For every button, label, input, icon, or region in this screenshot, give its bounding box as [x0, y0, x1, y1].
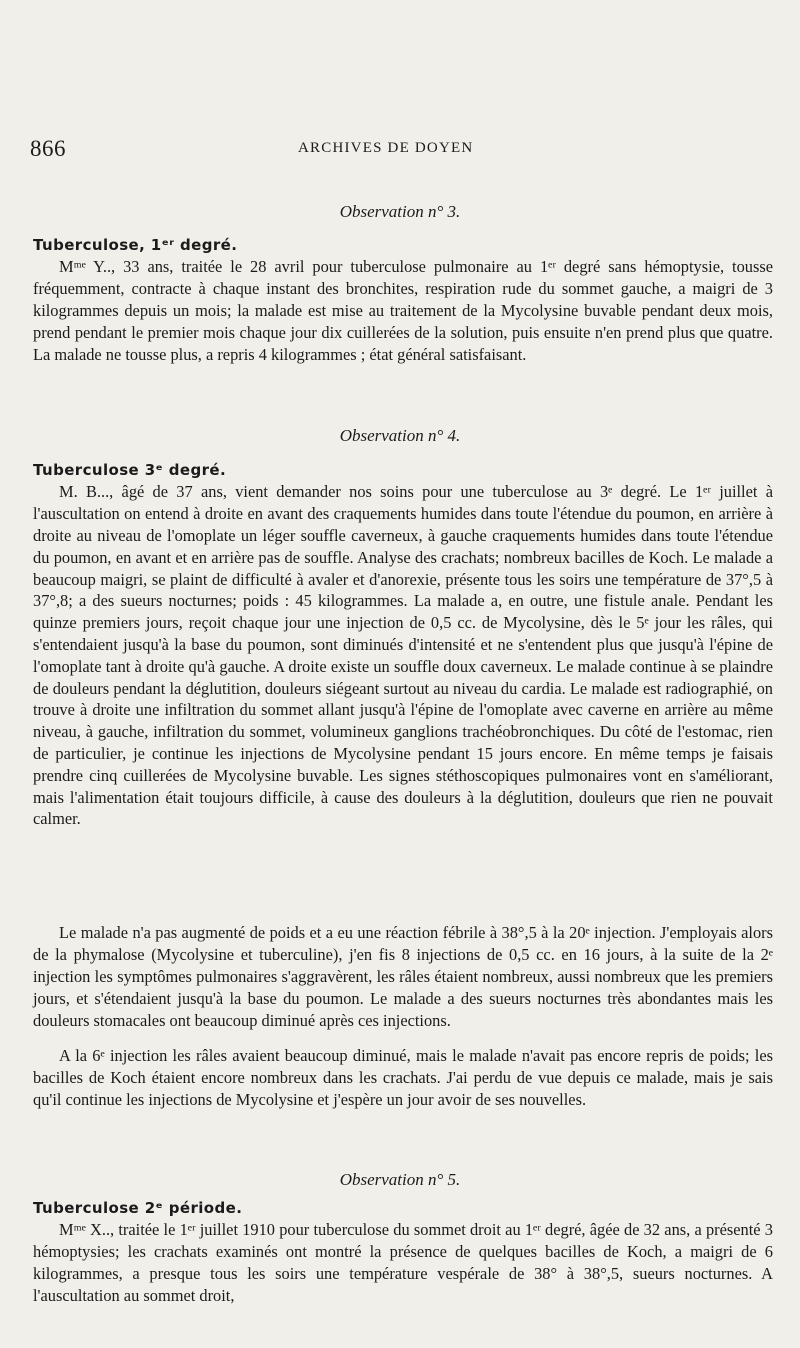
observation-3-paragraph: Mᵐᵉ Y.., 33 ans, traitée le 28 avril pour tuberculose pulmonaire au 1ᵉʳ degré sans hémoptysie, tousse fréquemment, contracte à chaque instant des bronchites, respiration rude du sommet gauche, a maigri de 3 kilogrammes depuis un mois; la malade est mise au traitement de la Mycolysine buvable pendant deux mois, prend pendant le premier mois chaque jour dix cuillerées de la solution, puis ensuite n'en prend plus que quatre. La malade ne tousse plus, a repris 4 kilogrammes ; état général satisfaisant. — [33, 257, 773, 364]
running-title: ARCHIVES DE DOYEN — [298, 140, 474, 156]
observation-5-title: Observation n° 5. — [339, 1170, 461, 1189]
observation-5-paragraph: Mᵐᵉ X.., traitée le 1ᵉʳ juillet 1910 pour tuberculose du sommet droit au 1ᵉʳ degré, âgée de 32 ans, a présenté 3 hémoptysies; les crachats examinés ont montré la présence de quelques bacilles de Koch, a maigri de 6 kilogrammes, a presque tous les soirs une température vespérale de 38° à 38°,5, sueurs nocturnes. A l'auscultation au sommet droit, — [33, 1220, 773, 1305]
observation-5-heading: Tuberculose 2ᵉ période. — [33, 1199, 243, 1217]
observation-4-paragraph-1: M. B..., âgé de 37 ans, vient demander nos soins pour une tuberculose au 3ᵉ degré. Le 1ᵉʳ juillet à l'auscultation on entend à droite en avant des craquements humides dans toute l'étendue du poumon, en arrière à droite au niveau de l'omoplate un léger souffle caverneux, à gauche craquements humides dans toute l'étendue du poumon, en avant et en arrière pas de souffle. Analyse des crachats; nombreux bacilles de Koch. Le malade a beaucoup maigri, se plaint de difficulté à avaler et d'anorexie, présente tous les soirs une température de 37°,5 à 37°,8; a des sueurs nocturnes; poids : 45 kilogrammes. La malade a, en outre, une fistule anale. Pendant les quinze premiers jours, reçoit chaque jour une injection de 0,5 cc. de Mycolysine, dès le 5ᵉ jour les râles, qui s'entendaient jusqu'à la base du poumon, sont diminués d'intensité et ne s'entendent plus que jusqu'à l'épine de l'omoplate tant à droite qu'à gauche. A droite existe un souffle doux caverneux. Le malade continue à se plaindre de douleurs pendant la déglutition, douleurs siégeant surtout au niveau du cardia. Le malade est radiographié, on trouve à droite une infiltration du sommet allant jusqu'à l'épine de l'omoplate avec caverne en arrière au même niveau, à gauche, infiltration du sommet, volumineux ganglions trachéobronchiques. Du côté de l'estomac, rien de particulier, je continue les injections de Mycolysine pendant 15 jours encore. En même temps je faisais prendre cinq cuillerées de Mycolysine buvable. Les signes stéthoscopiques pulmonaires vont en s'améliorant, mais l'alimentation était toujours difficile, à cause des douleurs à la déglutition, douleurs que rien ne pouvait calmer. — [33, 482, 773, 829]
page-header — [30, 136, 790, 162]
observation-4-paragraph-3: A la 6ᵉ injection les râles avaient beaucoup diminué, mais le malade n'avait pas encore repris de poids; les bacilles de Koch étaient encore nombreux dans les crachats. J'ai perdu de vue depuis ce malade, mais je sais qu'il continue les injections de Mycolysine et j'espère un jour avoir de ses nouvelles. — [33, 1046, 773, 1109]
observation-4-title: Observation n° 4. — [339, 426, 461, 445]
page-number: 866 — [30, 136, 66, 161]
observation-3-heading: Tuberculose, 1ᵉʳ degré. — [33, 236, 238, 254]
observation-3-title: Observation n° 3. — [339, 202, 461, 221]
observation-4-heading: Tuberculose 3ᵉ degré. — [33, 461, 227, 479]
observation-4-paragraph-2: Le malade n'a pas augmenté de poids et a eu une réaction fébrile à 38°,5 à la 20ᵉ injection. J'employais alors de la phymalose (Mycolysine et tuberculine), j'en fis 8 injections de 0,5 cc. en 16 jours, à la suite de la 2ᵉ injection les symptômes pulmonaires s'aggravèrent, les râles étaient nombreux, aussi nombreux que les premiers jours, et s'étendaient jusqu'à la base du poumon. Le malade a des sueurs nocturnes très abondantes mais les douleurs stomacales ont beaucoup diminué après ces injections. — [33, 923, 773, 1030]
